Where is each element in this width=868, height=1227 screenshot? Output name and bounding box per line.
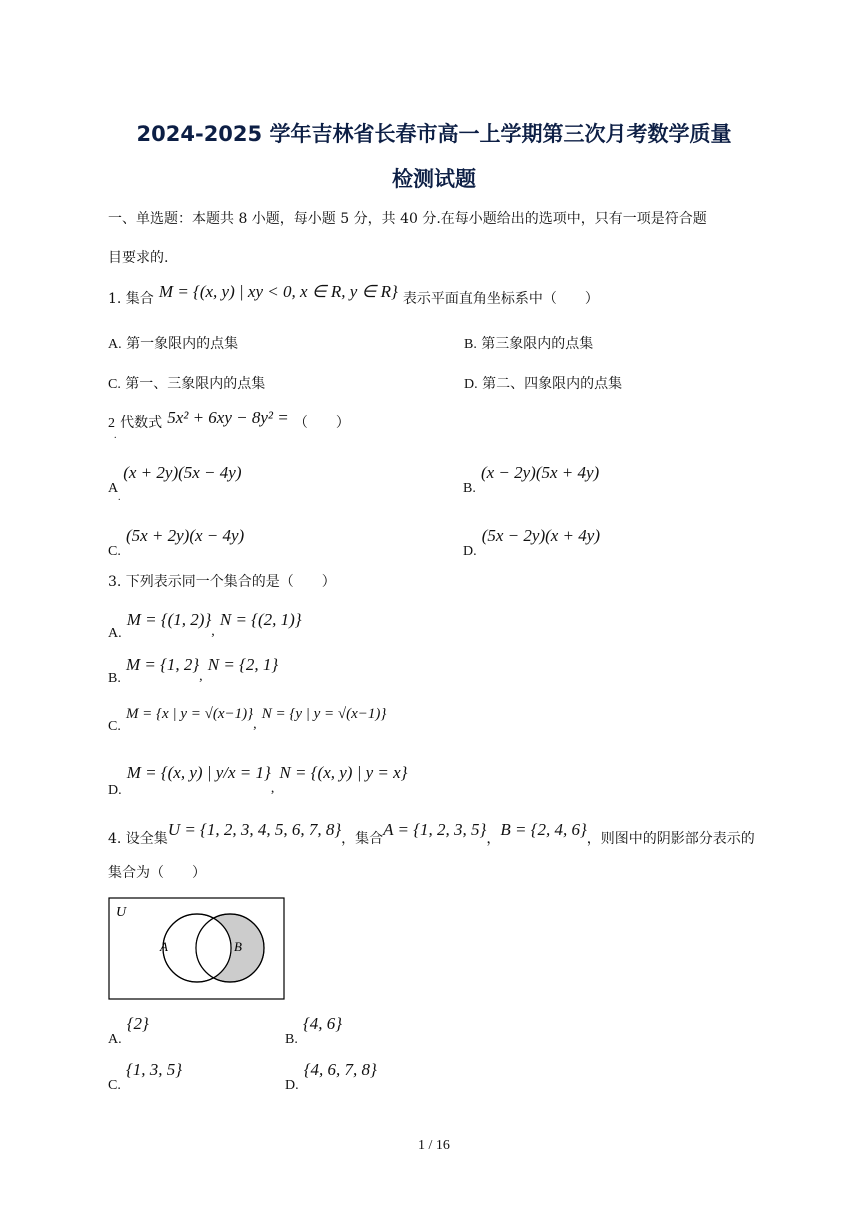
- option-math: (x + 2y)(5x − 4y): [123, 463, 242, 482]
- option-label: C.: [108, 544, 121, 559]
- q1-option-b[interactable]: [464, 334, 593, 355]
- option-set-n: N = {y | y = √(x−1)}: [261, 706, 387, 722]
- option-math: {4, 6}: [302, 1014, 343, 1033]
- option-label: D.: [285, 1078, 299, 1093]
- option-math: {4, 6, 7, 8}: [303, 1060, 377, 1079]
- q3-option-c[interactable]: [108, 703, 387, 734]
- option-label: D.: [463, 544, 477, 559]
- q2-option-a[interactable]: [108, 463, 242, 496]
- option-label: C.: [108, 719, 121, 734]
- q2-option-d[interactable]: [463, 526, 600, 559]
- q4-option-b[interactable]: [285, 1014, 343, 1047]
- question-2-stem: [108, 408, 350, 433]
- q4-mid2: ，: [486, 831, 501, 847]
- q4-set-b: B = {2, 4, 6}: [500, 820, 587, 839]
- q3-option-d[interactable]: [108, 763, 408, 798]
- question-1-stem: [108, 282, 599, 309]
- q1-prefix: 1. 集合: [108, 291, 154, 307]
- question-3-stem: 3. 下列表示同一个集合的是（ ）: [108, 574, 336, 590]
- option-separator: ,: [253, 717, 257, 732]
- option-set-m: M = {1, 2}: [125, 655, 200, 674]
- option-text: 第二、四象限内的点集: [482, 376, 623, 392]
- option-label: A: [108, 481, 119, 496]
- option-label: B.: [108, 671, 121, 686]
- option-label: D.: [108, 783, 122, 798]
- option-label: D.: [464, 377, 478, 392]
- option-math: {2}: [126, 1014, 149, 1033]
- set-a-label: A: [160, 939, 168, 954]
- option-label: A.: [108, 1032, 122, 1047]
- set-b-label: B: [234, 939, 242, 954]
- option-math: (5x − 2y)(x + 4y): [481, 526, 600, 545]
- q4-universal-set: U = {1, 2, 3, 4, 5, 6, 7, 8}: [167, 820, 342, 839]
- option-label: B.: [464, 337, 477, 352]
- venn-diagram: [108, 897, 286, 1001]
- document-title-line2: 检测试题: [392, 167, 476, 191]
- document-title-line1: 2024-2025 学年吉林省长春市高一上学期第三次月考数学质量: [136, 122, 732, 146]
- option-label: B.: [463, 481, 476, 496]
- option-text: 第三象限内的点集: [481, 336, 594, 352]
- option-label: B.: [285, 1032, 298, 1047]
- q3-option-b[interactable]: [108, 655, 279, 686]
- option-math: (x − 2y)(5x + 4y): [480, 463, 600, 482]
- q4-suffix: ，则图中的阴影部分表示的: [586, 831, 755, 847]
- option-label: C.: [108, 1078, 121, 1093]
- q2-number: 2: [108, 416, 115, 431]
- option-math: (5x + 2y)(x − 4y): [125, 526, 245, 545]
- option-math: {1, 3, 5}: [125, 1060, 183, 1079]
- question-4-stem: [108, 820, 755, 847]
- option-text: 第一象限内的点集: [126, 336, 239, 352]
- option-label: C.: [108, 377, 121, 392]
- page-number: 1 / 16: [418, 1138, 450, 1153]
- q3-option-a[interactable]: [108, 610, 302, 641]
- option-text: 第一、三象限内的点集: [125, 376, 266, 392]
- q2-expression: 5x² + 6xy − 8y² =: [167, 408, 289, 427]
- q2-number-dot: .: [114, 430, 117, 441]
- universal-set-label: U: [116, 905, 127, 920]
- q4-prefix: 4. 设全集: [108, 831, 168, 847]
- q2-suffix: （ ）: [293, 415, 350, 431]
- q2-prefix: 代数式: [120, 415, 163, 431]
- q1-option-c[interactable]: [108, 374, 265, 395]
- option-set-n: N = {(2, 1)}: [219, 610, 302, 629]
- option-set-m: M = {x | y = √(x−1)}: [125, 706, 254, 722]
- option-label: A.: [108, 626, 122, 641]
- q1-option-a[interactable]: [108, 334, 238, 355]
- option-separator: ,: [270, 781, 275, 796]
- option-set-m: M = {(1, 2)}: [126, 610, 212, 629]
- option-set-m: M = {(x, y) | y/x = 1}: [126, 763, 271, 782]
- option-label: A.: [108, 337, 122, 352]
- q2-option-a-dot: .: [118, 492, 121, 503]
- q1-option-d[interactable]: [464, 374, 622, 395]
- q4-option-a[interactable]: [108, 1014, 149, 1047]
- option-set-n: N = {2, 1}: [207, 655, 279, 674]
- q4-option-c[interactable]: [108, 1060, 183, 1093]
- option-separator: ,: [211, 624, 215, 639]
- question-4-stem-line2: 集合为（ ）: [108, 865, 206, 881]
- q4-set-a: A = {1, 2, 3, 5}: [383, 820, 487, 839]
- section-instructions-line1: 一、单选题：本题共 8 小题，每小题 5 分，共 40 分.在每小题给出的选项中，只有一项是符合题: [108, 211, 707, 227]
- option-separator: ,: [199, 669, 203, 684]
- q1-set-expression: M = {(x, y) | xy < 0, x ∈ R, y ∈ R}: [158, 282, 398, 301]
- q4-mid1: ，集合: [341, 831, 384, 847]
- section-instructions-line2: 目要求的.: [108, 250, 169, 266]
- q2-option-c[interactable]: [108, 526, 245, 559]
- option-set-n: N = {(x, y) | y = x}: [279, 763, 408, 782]
- q1-suffix: 表示平面直角坐标系中（ ）: [402, 291, 599, 307]
- q4-option-d[interactable]: [285, 1060, 377, 1093]
- q2-option-b[interactable]: [463, 463, 600, 496]
